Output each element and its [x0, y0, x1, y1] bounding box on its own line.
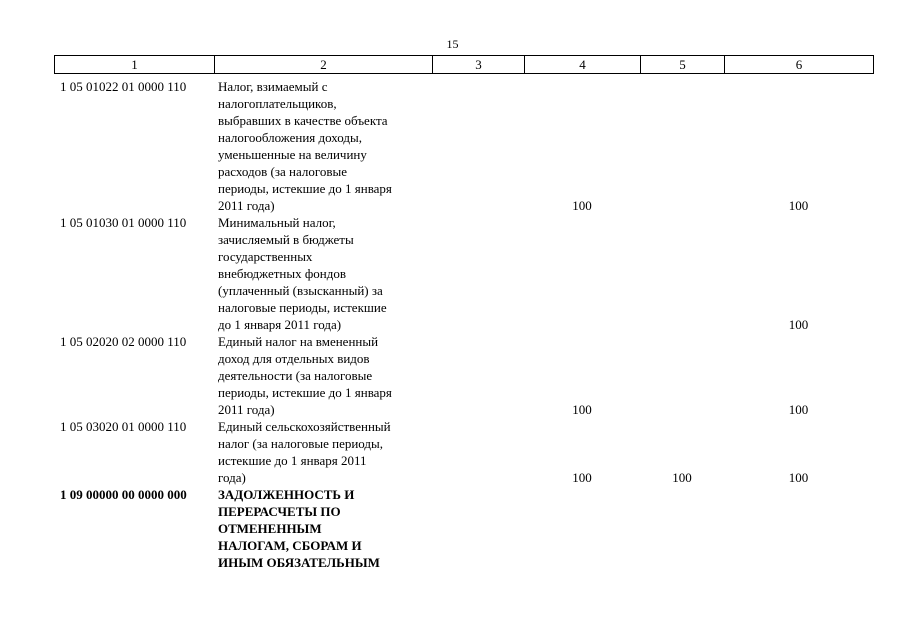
column-header-3: 3: [433, 56, 525, 74]
value-col-6: 100: [788, 470, 809, 485]
budget-code: 1 05 01022 01 0000 110: [60, 79, 187, 94]
column-header-table: [54, 55, 874, 74]
column-header-row: [55, 56, 874, 74]
table-row: [54, 333, 873, 418]
revenue-name: Налог, взимаемый с налогоплательщиков, выбравших в качестве объекта налогообложения доходы, уменьшенные на величину расходов (за налоговые периоды, истекшие до 1 января 2011 года): [218, 79, 392, 213]
column-header-4: 4: [525, 56, 641, 74]
column-header-6: 6: [725, 56, 874, 74]
value-col-5: 100: [672, 470, 692, 485]
column-header-1: 1: [55, 56, 215, 74]
revenue-name: Единый налог на вмененный доход для отдельных видов деятельности (за налоговые периоды, истекшие до 1 января 2011 года): [218, 334, 392, 417]
revenue-name: ЗАДОЛЖЕННОСТЬ И ПЕРЕРАСЧЕТЫ ПО ОТМЕНЕННЫМ НАЛОГАМ, СБОРАМ И ИНЫМ ОБЯЗАТЕЛЬНЫМ: [218, 487, 380, 570]
budget-code: 1 05 01030 01 0000 110: [60, 215, 187, 230]
budget-code: 1 05 03020 01 0000 110: [60, 419, 187, 434]
table-row: [54, 418, 873, 486]
budget-code: 1 05 02020 02 0000 110: [60, 334, 187, 349]
budget-code: 1 09 00000 00 0000 000: [60, 487, 187, 502]
value-col-6: 100: [788, 198, 809, 213]
budget-rows: [54, 78, 873, 571]
revenue-name: Минимальный налог, зачисляемый в бюджеты государственных внебюджетных фондов (уплаченный (взысканный) за налоговые периоды, истекшие до 1 января 2011 года): [218, 215, 387, 332]
table-row: [54, 214, 873, 333]
table-row: [54, 486, 873, 571]
table-row: [54, 78, 873, 214]
page-number: 15: [446, 37, 459, 51]
value-col-4: 100: [572, 198, 592, 213]
revenue-name: Единый сельскохозяйственный налог (за налоговые периоды, истекшие до 1 января 2011 года): [218, 419, 391, 485]
value-col-6: 100: [788, 317, 809, 332]
column-header-5: 5: [641, 56, 725, 74]
value-col-6: 100: [788, 402, 809, 417]
column-header-2: 2: [215, 56, 433, 74]
value-col-4: 100: [572, 470, 592, 485]
value-col-4: 100: [572, 402, 592, 417]
